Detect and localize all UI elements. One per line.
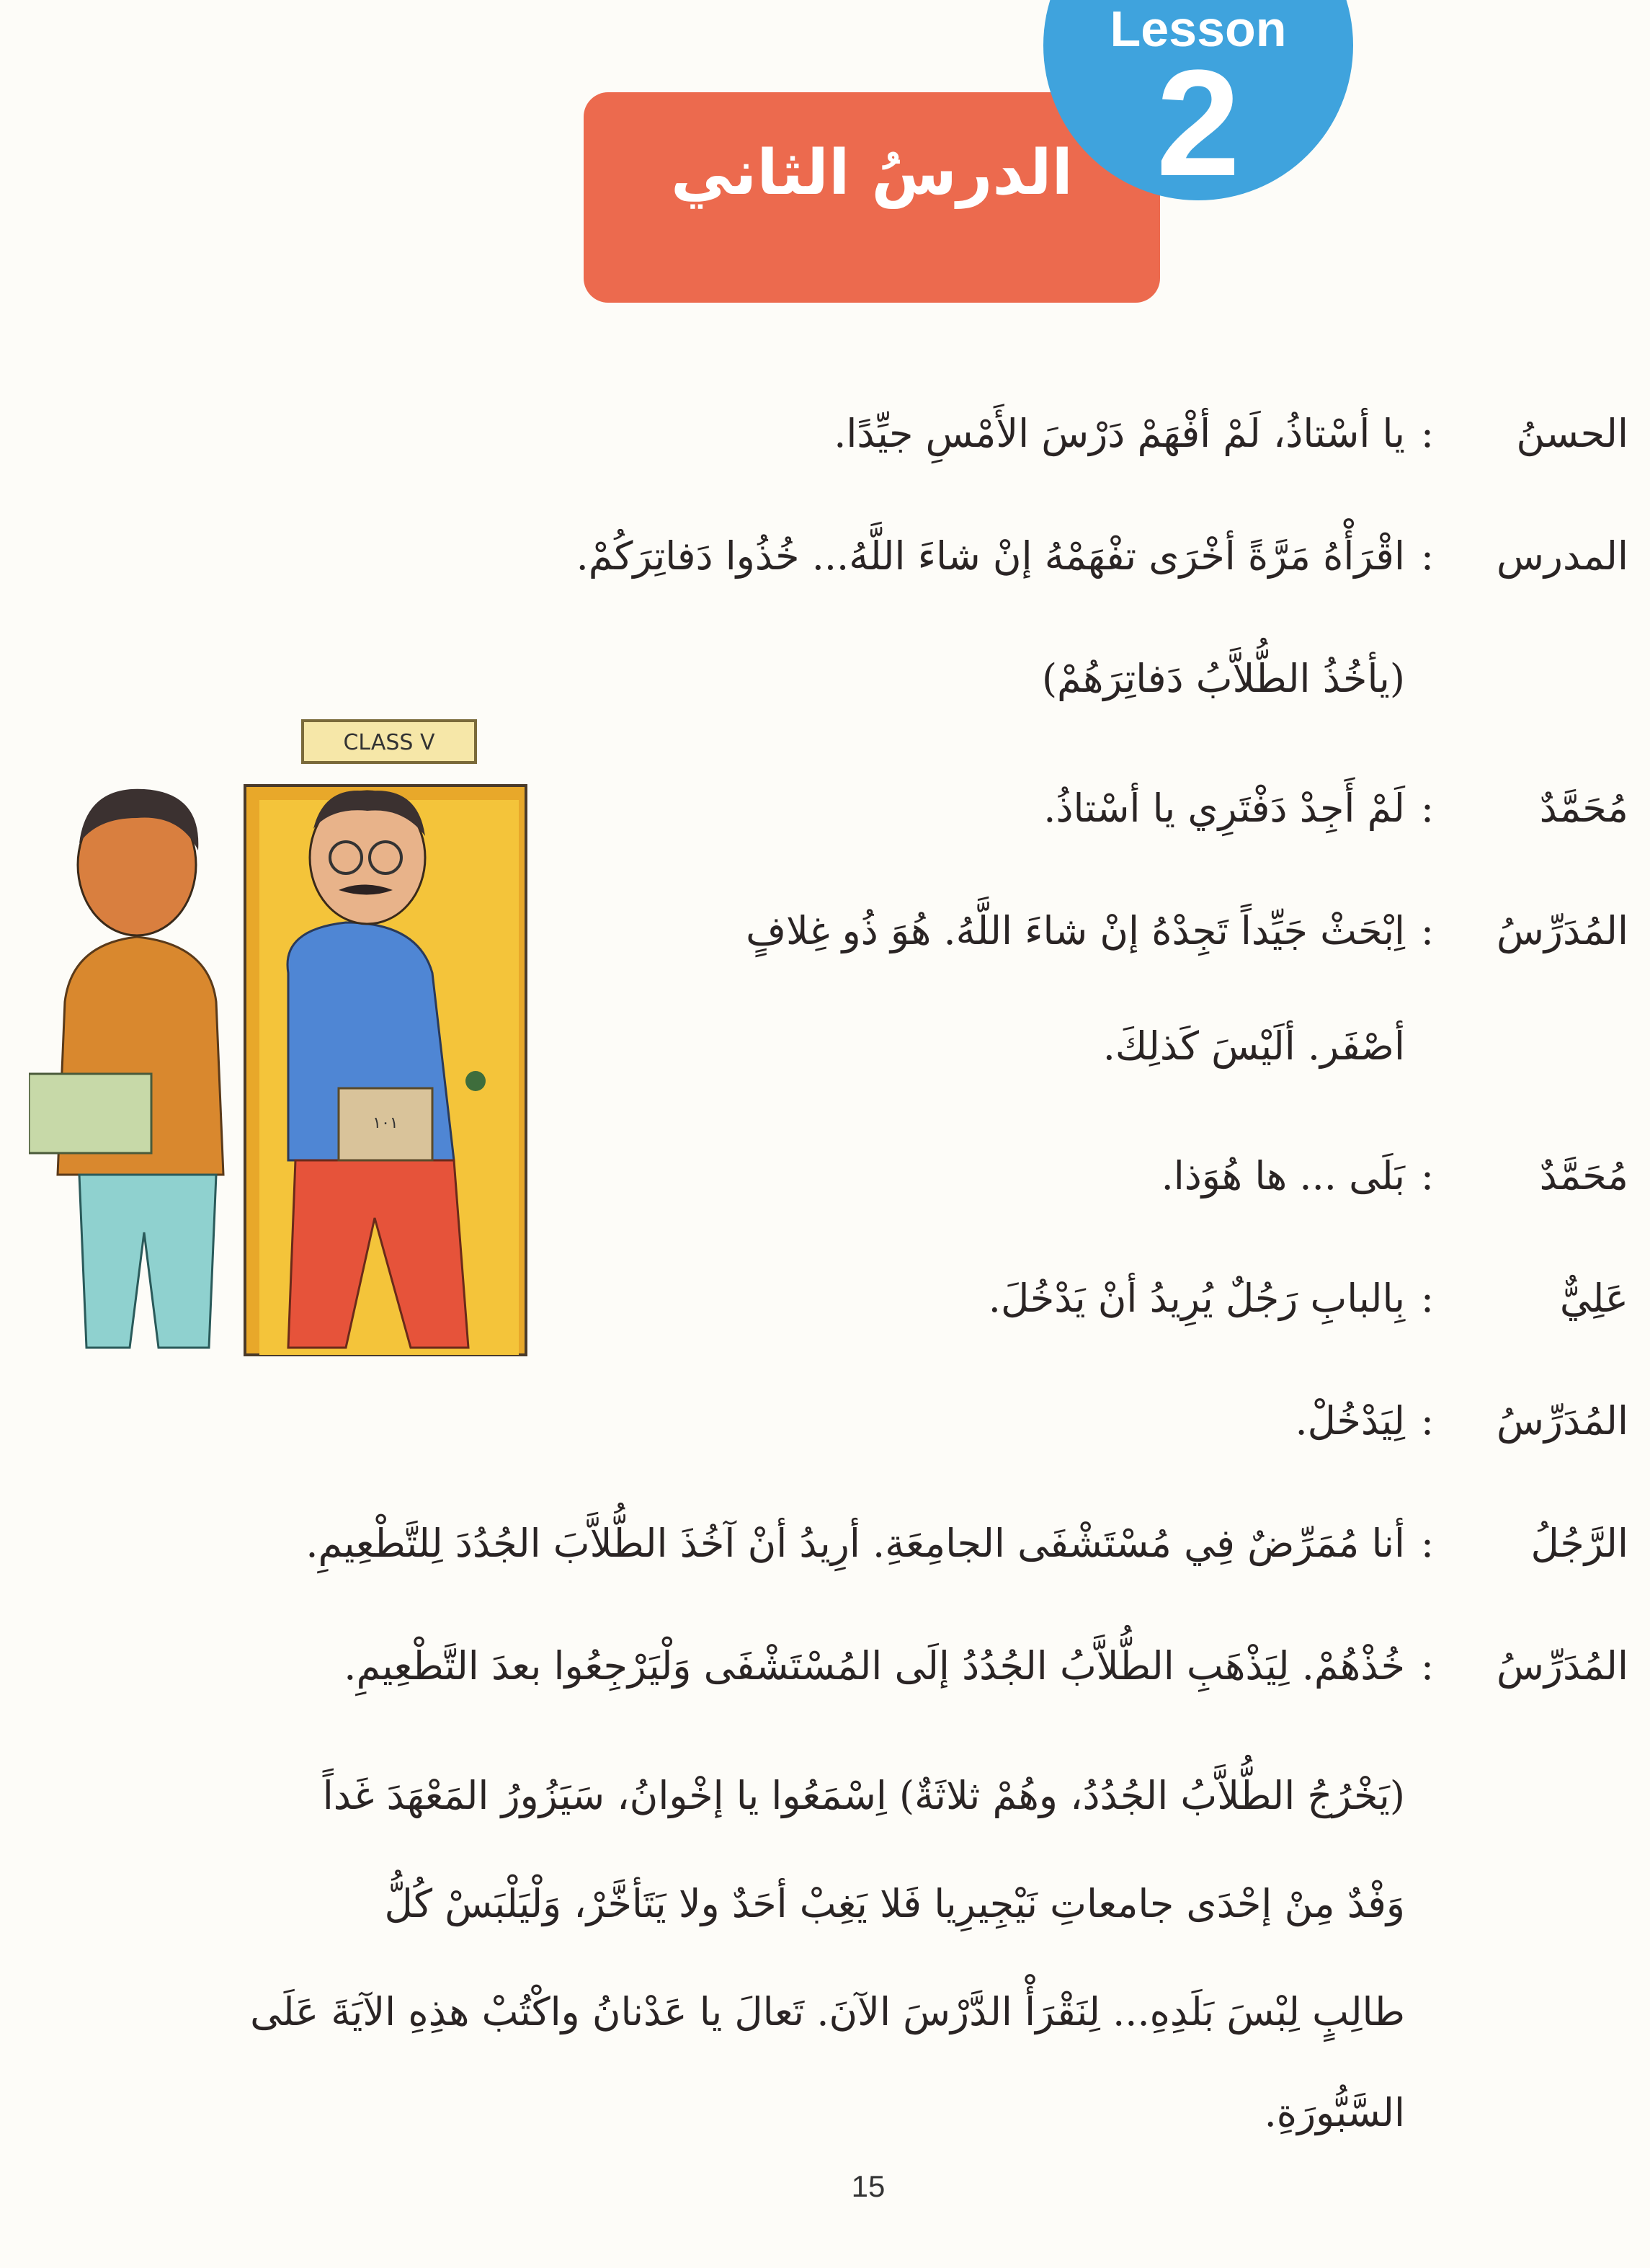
speaker-colon: : [1420, 1398, 1435, 1444]
dialogue-line: لِيَدْخُلْ. [1295, 1398, 1405, 1444]
closing-paragraph-line: (يَخْرُجُ الطُّلاَّبُ الجُدُدُ، وهُمْ ثلاثَةٌ) اِسْمَعُوا يا إخْوانُ، سَيَزُورُ المَعْهَدَ غَداً [322, 1773, 1405, 1818]
student-book [29, 1074, 151, 1153]
speaker-ali: عَلِيٌّ [1559, 1276, 1628, 1321]
speaker-colon: : [1420, 1153, 1435, 1199]
speaker-man: الرَّجُلُ [1530, 1521, 1628, 1566]
speaker-colon: : [1420, 533, 1435, 579]
student-pants [79, 1175, 216, 1348]
speaker-colon: : [1420, 1521, 1435, 1566]
door-knob [465, 1071, 486, 1091]
dialogue-line: بَلَى ... ها هُوَذا. [1161, 1153, 1405, 1199]
speaker-muhammad: مُحَمَّدٌ [1539, 786, 1628, 831]
speaker-colon: : [1420, 908, 1435, 953]
dialogue-line: اقْرَأْهُ مَرَّةً أخْرَى تفْهَمْهُ إنْ شاءَ اللَّهُ... خُذُوا دَفاتِرَكُمْ. [576, 533, 1405, 579]
lesson-title-arabic: الدرسُ الثاني [670, 137, 1074, 209]
dialogue-line: بِالبابِ رَجُلٌ يُرِيدُ أنْ يَدْخُلَ. [988, 1276, 1405, 1321]
dialogue-line: اِبْحَثْ جَيِّداً تَجِدْهُ إنْ شاءَ اللَّهُ. هُوَ ذُو غِلافٍ [746, 908, 1405, 953]
dialogue-line: أصْفَر. ألَيْسَ كَذلِكَ. [1102, 1023, 1405, 1069]
speaker-colon: : [1420, 786, 1435, 831]
dialogue-line: خُذْهُمْ. لِيَذْهَبِ الطُّلاَّبُ الجُدُدُ إلَى المُسْتَشْفَى وَلْيَرْجِعُوا بعدَ التَّطْعِيمِ. [344, 1643, 1405, 1689]
dialogue-line: يا أسْتاذُ، لَمْ أفْهَمْ دَرْسَ الأَمْسِ جيِّدًا. [834, 411, 1405, 456]
dialogue-line: لَمْ أَجِدْ دَفْتَرِي يا أسْتاذُ. [1043, 786, 1405, 831]
lesson-badge-number: 2 [1156, 38, 1241, 208]
dialogue-line: أنا مُمَرِّضٌ فِي مُسْتَشْفَى الجامِعَةِ. أرِيدُ أنْ آخُذَ الطُّلاَّبَ الجُدُدَ لِلتَّطْعِيمِ. [306, 1521, 1405, 1566]
stage-direction: (يأخُذُ الطُّلاَّبُ دَفاتِرَهُمْ) [1041, 656, 1405, 701]
teacher-student-illustration [29, 713, 533, 1362]
speaker-teacher: المدرس [1496, 533, 1628, 579]
speaker-colon: : [1420, 411, 1435, 456]
speaker-teacher: المُدَرِّسُ [1496, 1643, 1628, 1689]
speaker-alhasan: الحسنُ [1516, 411, 1628, 456]
closing-paragraph-line: وَفْدٌ مِنْ إحْدَى جامعاتِ نَيْجِيرِيا فَلا يَغِبْ أحَدٌ ولا يَتَأخَّرْ، وَلْيَلْبَسْ كُلُّ [384, 1881, 1405, 1926]
closing-paragraph-line: السَّبُّورَةِ. [1264, 2090, 1405, 2135]
speaker-teacher: المُدَرِّسُ [1496, 1398, 1628, 1444]
lesson-badge-word: Lesson [1110, 1, 1287, 57]
teacher-book-label: ١٠١ [373, 1114, 398, 1132]
page-number: 15 [851, 2169, 886, 2203]
speaker-muhammad: مُحَمَّدٌ [1539, 1153, 1628, 1199]
speaker-teacher: المُدَرِّسُ [1496, 908, 1628, 953]
closing-paragraph-line: طالِبٍ لِبْسَ بَلَدِهِ... لِنَقْرَأْ الدَّرْسَ الآنَ. تَعالَ يا عَدْنانُ واكْتُبْ هذِهِ الآيَةَ عَلَى [250, 1989, 1405, 2034]
speaker-colon: : [1420, 1643, 1435, 1689]
speaker-colon: : [1420, 1276, 1435, 1321]
class-sign-text: CLASS V [343, 730, 435, 755]
